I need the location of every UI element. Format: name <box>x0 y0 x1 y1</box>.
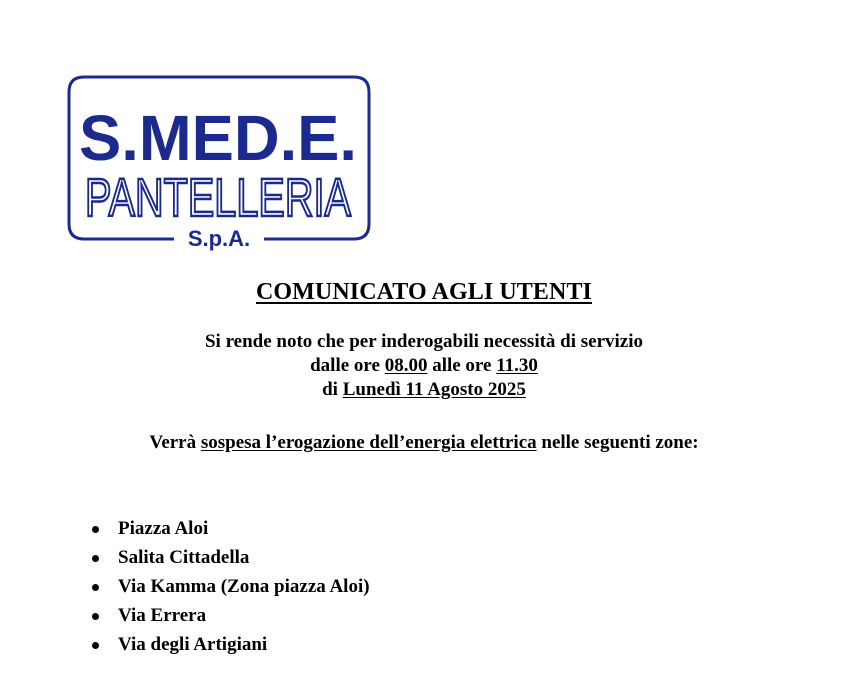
announcement-highlight: sospesa l’erogazione dell’energia elettrica <box>200 432 537 453</box>
notice-time-range <box>0 354 848 378</box>
notice-line-1: Si rende noto che per inderogabili necessità di servizio <box>204 331 644 352</box>
logo-name: S.MED.E. <box>79 102 357 174</box>
time-from-prefix: dalle ore <box>310 355 385 376</box>
page-title: COMUNICATO AGLI UTENTI <box>255 279 593 305</box>
notice-block <box>0 330 848 402</box>
notice-date: Lunedì 11 Agosto 2025 <box>342 379 526 400</box>
list-item: Via degli Artigiani <box>90 630 370 659</box>
date-prefix: di <box>322 379 343 400</box>
time-to-prefix: alle ore <box>427 355 497 376</box>
notice-date-line <box>0 378 848 402</box>
list-item: Via Kamma (Zona piazza Aloi) <box>90 572 370 601</box>
list-item: Salita Cittadella <box>90 543 370 572</box>
list-item: Via Errera <box>90 601 370 630</box>
time-to: 11.30 <box>496 355 538 376</box>
announcement-suffix: nelle seguenti zone: <box>536 432 699 453</box>
announcement <box>0 432 848 454</box>
logo-legal: S.p.A. <box>187 226 251 251</box>
zones-list <box>90 514 370 659</box>
company-logo <box>66 74 372 251</box>
logo-subtitle: PANTELLERIA <box>85 168 351 228</box>
list-item: Piazza Aloi <box>90 514 370 543</box>
announcement-prefix: Verrà <box>149 432 201 453</box>
time-from: 08.00 <box>384 355 428 376</box>
